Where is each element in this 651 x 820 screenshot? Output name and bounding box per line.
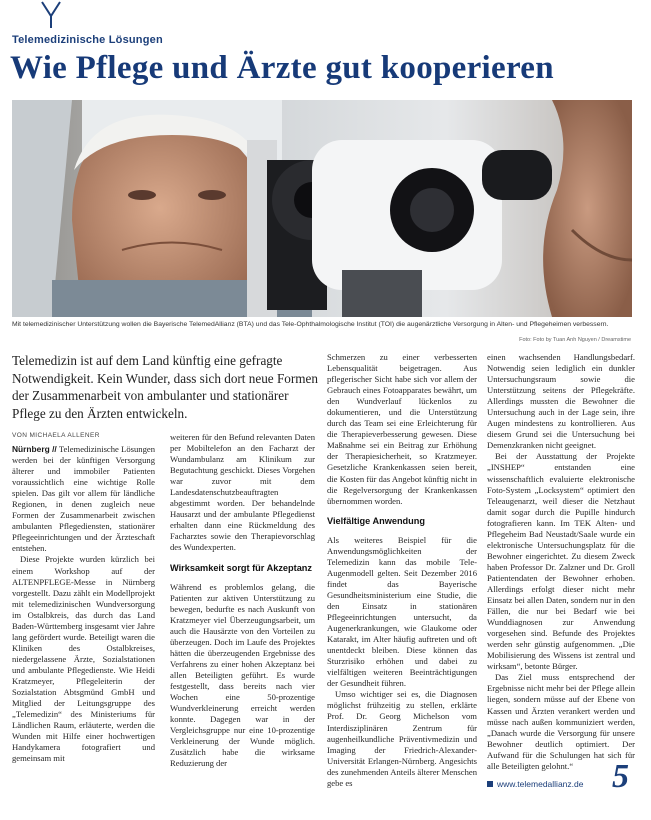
paragraph: weiteren für den Befund relevanten Daten per Mobiltelefon an den Facharzt der Wundambulanz am Klinikum zur Begutachtung geschickt. Dieses Vorgehen war zuvor mit dem Landesdatenschutzbeauftragten abgestimmt worden. Der behandelnde Hausarzt und der ambulante Pflegedienst erhalten dann eine Rückmeldung des Facharztes sowie den Therapievorschlag des Wundexperten. (170, 432, 315, 553)
article-headline: Wie Pflege und Ärzte gut kooperieren (10, 50, 554, 86)
website-link[interactable]: www.telemedallianz.de (497, 779, 584, 789)
paragraph: Schmerzen zu einer verbesserten Lebensqualität beigetragen. Aus pflegerischer Sicht habe sich vor allem der Gebrauch eines Fotoapparates bewährt, um den Wundverlauf lückenlos zu dokumentieren, und die Unterstützung durch das Team sei eine Erleichterung für die Therapieverbesserung gewesen. Diese Maßnahme sei ein Beitrag zur Erhöhung der Therapiesicherheit, so Kratzmeyer. Gesetzliche Krankenkassen seien bereit, die Kosten für das Angebot künftig nicht in die Regelversorgung der Krankenkassen übernommen worden. (327, 352, 477, 506)
dateline: Nürnberg // (12, 444, 57, 454)
paragraph (12, 444, 155, 554)
section-label: Telemedizinische Lösungen (12, 34, 163, 46)
paragraph: Während es problemlos gelang, die Patienten zur aktiven Unterstützung zu bewegen, bedurfte es nach Auskunft von Kratzmeyer viel Überzeugungsarbeit, um auch die Hausärzte von den Vorteilen zu überzeugen. Doch im Laufe des Projektes hätten die überzeugenden Ergebnisse des Verfahrens zu einer hohen Akzeptanz bei allen Beteiligten geführt. Es wurde festgestellt, dass bereits nach vier Wochen eine 50-prozentige Wundverkleinerung erreicht werden konnte. Dagegen war in der Vergleichsgruppe nur eine 10-prozentige Verkleinerung der Wunde möglich. Zusätzlich habe die wirksame Reduzierung der (170, 581, 315, 769)
paragraph: Als weiteres Beispiel für die Anwendungsmöglichkeiten der Telemedizin kann das mobile Tele-Augenmodell gelten. Seit Dezember 2016 findet das Bayerische Gesundheitsministerium eine Studie, die den Einsatz in stationären Pflegeeinrichtungen untersucht, da Augenerkrankungen, wie Glaukome oder Katarakt, im Alter häufig auftreten und oft unentdeckt bleiben. Diese können das Sturzrisiko erhöhen und dabei zu vielfältigen weiteren Beeinträchtigungen der Gesundheit führen. (327, 534, 477, 689)
subheading: Wirksamkeit sorgt für Akzeptanz (170, 562, 313, 573)
paragraph: Diese Projekte wurden kürzlich bei einem Workshop auf der ALTENPFLEGE-Messe in Nürnberg vorgestellt. Dazu zählt ein Modellprojekt mit telemedizinischen Wundversorgung im Ostalbkreis, das durch das Land Baden-Württemberg insgesamt vier Jahre lang gefördert wurde. Beteiligt waren die Kliniken des Ostalbkreises, niedergelassene Ärzte, Sozialstationen und ambulante Pflegedienste. Wie Heidi Kratzmeyer, Pflegeleiterin der Sozialstation Abtsgmünd GmbH und Mitglied der Leitungsgruppe des „Telemedizin“ des Ministeriums für Ländlichen Raum, erläuterte, werden die Wunden mit Hilfe einer hochwertigen Handykamera fotografiert und gemeinsam mit (12, 554, 155, 764)
paragraph: Bei der Ausstattung der Projekte „INSHEP“ entstanden eine wissenschaftlich evaluierte elektronische Foto-System „Locksystem“ optimiert den Teleaugenarzt, weil dieser die Netzhaut damit sogar durch die Pupille hindurch fotografieren kann. Im TEK Alten- und Pflegeheim Bad Neustadt/Saale wurde ein elektronische Untersuchungsplatz für die Bewohner eingerichtet. Zu diesem Zweck haben Professor Dr. Zalzner und Dr. Groll Patientendaten der Bewohner erhoben. Allerdings erfolgt dieser nicht mehr Einsatz bei allen Daten, sondern nur in den Fällen, die nur bei Bedarf wie bei Wunddiagnosen zur Anwendung vorgesehen sind. Befunde des Projektes werden sehr günstig aufgenommen. „Die Mobilisierung des Wissens ist zentral und wirksam“, betonte Bürger. (487, 451, 635, 672)
article-column-1 (12, 444, 155, 804)
article-column-4 (487, 352, 635, 771)
paragraph-text: Telemedizinische Lösungen werden bei der künftigen Versorgung älterer und immobiler Patienten voraussichtlich eine wichtige Rolle spielen. Das gilt vor allem für ländliche Regionen, in denen zugleich neue Formen der Zusammenarbeit zwischen ambulanten Pflegediensten, stationärer Pflegeeinrichtungen und der Ärzteschaft entstehen. (12, 444, 155, 554)
subheading: Vielfältige Anwendung (327, 515, 426, 526)
page-number: 5 (612, 758, 629, 795)
paragraph: einen wachsenden Handlungsbedarf. Notwendig seien lediglich ein dunkler Untersuchungsraum sowie die Unterstützung seitens der Pflegekräfte. Allerdings mussten die Bewohner die Untersuchung auch in der Lage sein, ihre Augen mindestens zu kontrollieren. Aus diesem Grund sei die Untersuchung bei Demenzkranken nicht geeignet. (487, 352, 635, 451)
article-intro: Telemedizin ist auf dem Land künftig eine gefragte Notwendigkeit. Kein Wunder, dass sich dort neue Formen der Zusammenarbeit von ambulanter und stationärer Pflege zu den Ärzten entwickeln. (12, 353, 318, 421)
article-column-2 (170, 432, 315, 808)
article-photo (12, 100, 632, 317)
website-reference (487, 779, 597, 789)
paragraph: Das Ziel muss entsprechend der Ergebnisse nicht mehr bei der Pflege allein liegen, sondern müsse auf der Ebene von Kassen und Ärzten verankert werden und müsse nach außen kommuniziert werden, „Danach wurde die Versorgung für unsere Bewohner deutlich optimiert. Der Aufwand für die Schulungen hat sich für alle Beteiligten gelohnt.“ (487, 672, 635, 771)
publication-logo-mark (40, 0, 62, 30)
photo-caption: Mit telemedizinischer Unterstützung wollen die Bayerische TelemedAllianz (BTA) und das Tele-Ophthalmologische Institut (TOI) die augenärztliche Versorgung in Alten- und Pflegeheimen verbessern. (12, 321, 609, 328)
article-column-3 (327, 352, 477, 810)
paragraph: Umso wichtiger sei es, die Diagnosen möglichst frühzeitig zu stellen, erklärte Prof. Dr. Georg Michelson vom Interdisziplinären Zentrum für augenheilkundliche Präventivmedizin und Imaging der Friedrich-Alexander-Universität Erlangen-Nürnberg. Angesichts des zunehmenden Anteils älterer Menschen gebe es (327, 689, 477, 788)
photo-credit: Foto: Foto by Tuan Anh Nguyen / Dreamstime (519, 337, 631, 343)
byline: VON MICHAELA ALLENER (12, 432, 100, 439)
square-bullet-icon (487, 781, 493, 787)
